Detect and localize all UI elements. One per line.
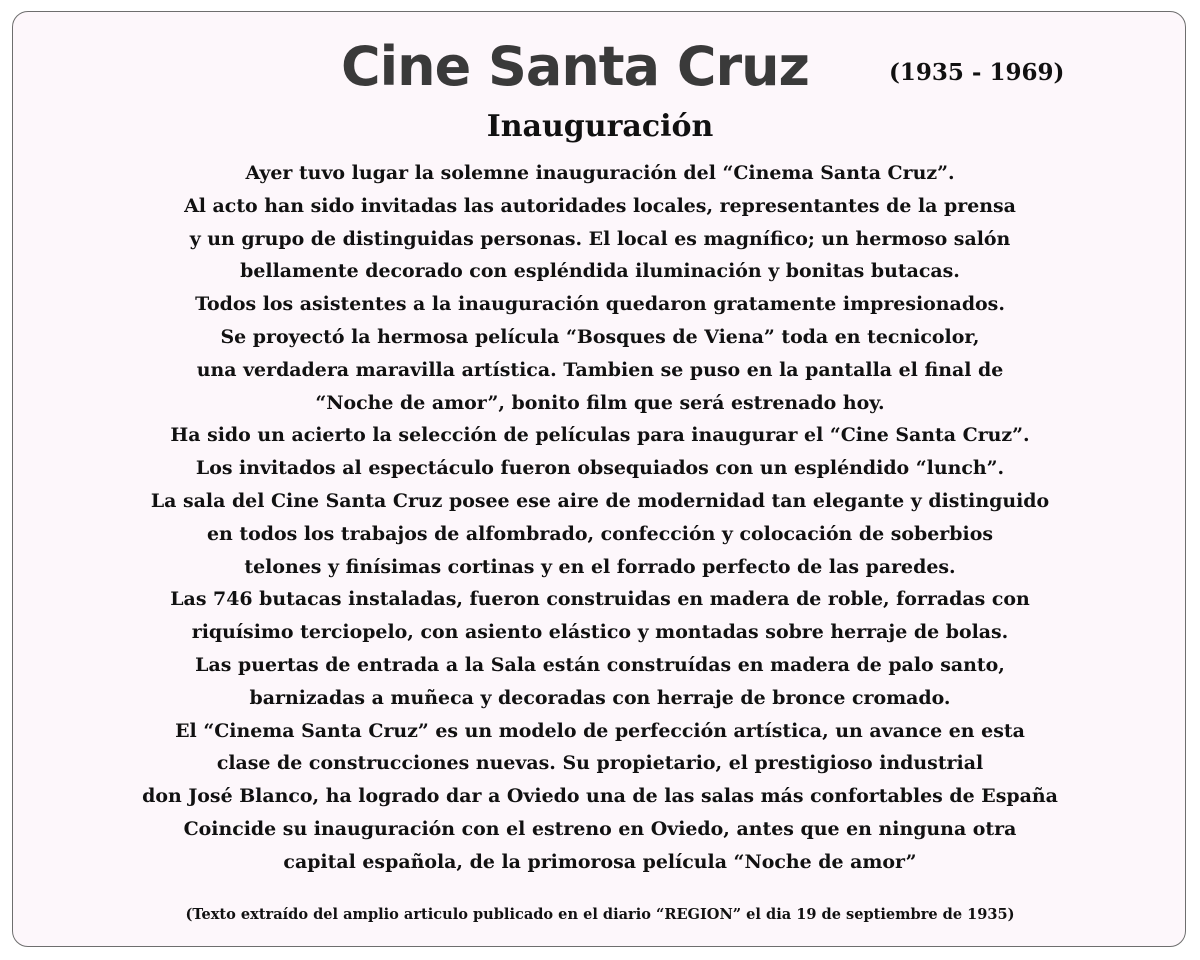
article-line: y un grupo de distinguidas personas. El local es magnífico; un hermoso salón — [189, 227, 1011, 250]
article-line: El “Cinema Santa Cruz” es un modelo de perfección artística, un avance en esta — [175, 719, 1025, 742]
section-heading: Inauguración — [486, 109, 714, 144]
article-line: La sala del Cine Santa Cruz posee ese aire de modernidad tan elegante y distinguido — [150, 489, 1050, 512]
article-line: bellamente decorado con espléndida iluminación y bonitas butacas. — [240, 260, 960, 283]
article-line: telones y finísimas cortinas y en el forrado perfecto de las paredes. — [244, 555, 956, 578]
page-title: Cine Santa Cruz — [341, 35, 809, 98]
article-line: Todos los asistentes a la inauguración quedaron gratamente impresionados. — [195, 293, 1005, 316]
article-line: riquísimo terciopelo, con asiento elástico y montadas sobre herraje de bolas. — [191, 621, 1009, 644]
article-line: en todos los trabajos de alfombrado, confección y colocación de soberbios — [207, 522, 993, 545]
years-range: (1935 - 1969) — [889, 59, 1065, 86]
article-line: don José Blanco, ha logrado dar a Oviedo una de las salas más confortables de España — [142, 785, 1058, 808]
article-body — [13, 157, 1187, 879]
article-line: Las 746 butacas instaladas, fueron construidas en madera de roble, forradas con — [170, 588, 1030, 611]
article-line: barnizadas a muñeca y decoradas con herraje de bronce cromado. — [249, 686, 951, 709]
article-line: clase de construcciones nuevas. Su propietario, el prestigioso industrial — [216, 752, 984, 775]
article-line: “Noche de amor”, bonito film que será estrenado hoy. — [315, 391, 885, 414]
header — [13, 34, 1187, 104]
article-line: una verdadera maravilla artística. Tambien se puso en la pantalla el final de — [196, 358, 1004, 381]
source-citation: (Texto extraído del amplio articulo publicado en el diario “REGION” el dia 19 de septiembre de 1935) — [185, 906, 1015, 923]
article-line: capital española, de la primorosa película “Noche de amor” — [283, 850, 917, 873]
article-line: Ayer tuvo lugar la solemne inauguración del “Cinema Santa Cruz”. — [245, 162, 955, 184]
article-line: Ha sido un acierto la selección de películas para inaugurar el “Cine Santa Cruz”. — [170, 424, 1030, 447]
article-line: Las puertas de entrada a la Sala están construídas en madera de palo santo, — [195, 653, 1005, 676]
article-line: Al acto han sido invitadas las autoridades locales, representantes de la prensa — [184, 194, 1016, 217]
article-line: Los invitados al espectáculo fueron obsequiados con un espléndido “lunch”. — [195, 457, 1005, 480]
article-line: Se proyectó la hermosa película “Bosques de Viena” toda en tecnicolor, — [220, 325, 980, 348]
article-line: Coincide su inauguración con el estreno en Oviedo, antes que en ninguna otra — [183, 817, 1017, 840]
document-frame — [12, 11, 1186, 947]
